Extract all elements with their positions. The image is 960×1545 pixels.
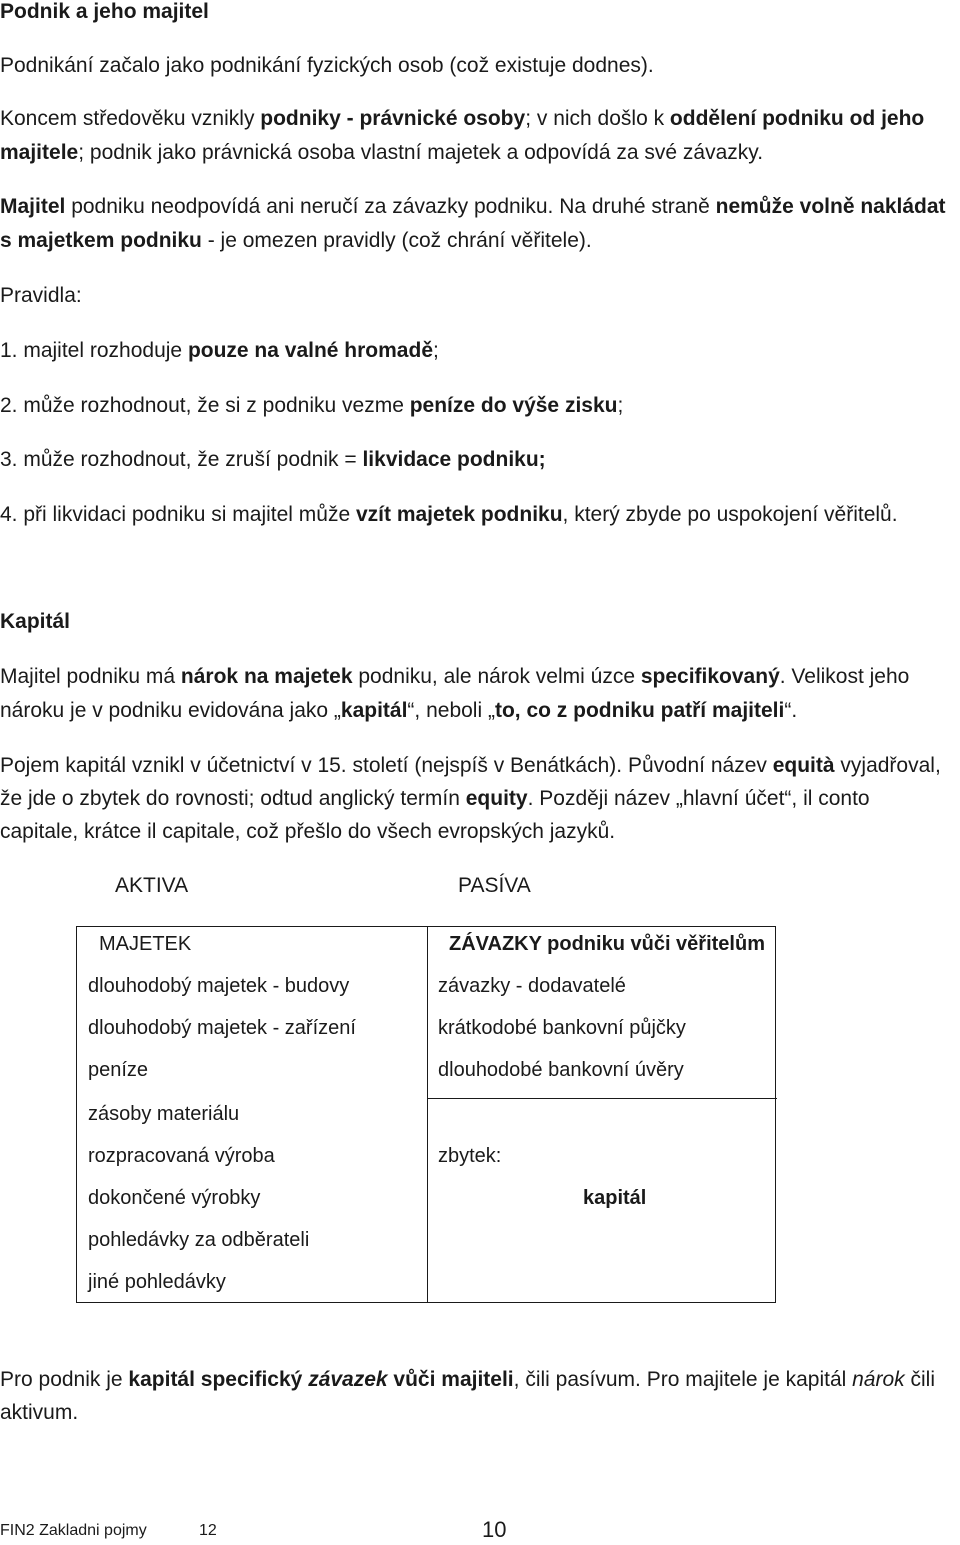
remainder-value-kapital: kapitál [583,1187,647,1209]
rule-item-1: 1. majitel rozhoduje pouze na valné hromadě; [0,339,439,362]
section-title-kapital: Kapitál [0,610,71,633]
balance-table [76,926,776,1303]
paragraph-closing-line2: aktivum. [0,1401,79,1424]
right-title-zavazky: ZÁVAZKY podniku vůči věřitelům [449,933,765,955]
footer-doc-name: FIN2 Zakladni pojmy [0,1522,147,1539]
paragraph-pojem-line3: capitale, krátce il capitale, což přešlo do všech evropských jazyků. [0,820,616,843]
section-title-podnik: Podnik a jeho majitel [0,0,209,23]
rule-item-4: 4. při likvidaci podniku si majitel může vzít majetek podniku, který zbyde po uspokojení věřitelů. [0,503,898,526]
table-divider-vertical [427,927,428,1302]
rule-item-2: 2. může rozhodnout, že si z podniku vezme peníze do výše zisku; [0,394,624,417]
right-item: krátkodobé bankovní půjčky [438,1017,686,1039]
paragraph-pravnicke-osoby-line1: Koncem středověku vznikly podniky - právnické osoby; v nich došlo k oddělení podniku od jeho [0,107,925,130]
left-item: zásoby materiálu [88,1103,240,1125]
paragraph-pravnicke-osoby-line2: majitele; podnik jako právnická osoba vlastní majetek a odpovídá za své závazky. [0,141,764,164]
left-item: jiné pohledávky [88,1271,226,1293]
footer-page-number: 10 [482,1517,507,1542]
left-item: dlouhodobý majetek - budovy [88,975,350,997]
paragraph-intro: Podnikání začalo jako podnikání fyzických osob (což existuje dodnes). [0,54,654,77]
pasiva-header: PASÍVA [458,874,531,897]
remainder-label: zbytek: [438,1145,502,1167]
rule-item-3: 3. může rozhodnout, že zruší podnik = likvidace podniku; [0,448,546,471]
paragraph-pojem-line1: Pojem kapitál vznikl v účetnictví v 15. století (nejspíš v Benátkách). Původní název equità vyjadřoval, [0,754,941,777]
left-item: rozpracovaná výroba [88,1145,275,1167]
footer-doc-number: 12 [199,1522,217,1539]
left-item: pohledávky za odběrateli [88,1229,310,1251]
paragraph-majitel-line1: Majitel podniku neodpovídá ani neručí za závazky podniku. Na druhé straně nemůže volně nakládat [0,195,946,218]
paragraph-majitel-line2: s majetkem podniku - je omezen pravidly (což chrání věřitele). [0,229,592,252]
paragraph-narok-line2: nároku je v podniku evidována jako „kapitál“, neboli „to, co z podniku patří majiteli“. [0,699,798,722]
paragraph-narok-line1: Majitel podniku má nárok na majetek podniku, ale nárok velmi úzce specifikovaný. Velikost jeho [0,665,910,688]
left-title-majetek: MAJETEK [99,933,192,955]
paragraph-closing-line1: Pro podnik je kapitál specifický závazek vůči majiteli, čili pasívum. Pro majitele je kapitál nárok čili [0,1368,935,1391]
paragraph-pojem-line2: že jde o zbytek do rovnosti; odtud anglický termín equity. Později název „hlavní účet“, il conto [0,787,870,810]
right-item: dlouhodobé bankovní úvěry [438,1059,684,1081]
right-item: závazky - dodavatelé [438,975,626,997]
table-divider-horizontal [427,1098,777,1099]
rules-label: Pravidla: [0,284,82,307]
left-item: dlouhodobý majetek - zařízení [88,1017,356,1039]
left-item: dokončené výrobky [88,1187,261,1209]
left-item: peníze [88,1059,149,1081]
aktiva-header: AKTIVA [115,874,189,897]
